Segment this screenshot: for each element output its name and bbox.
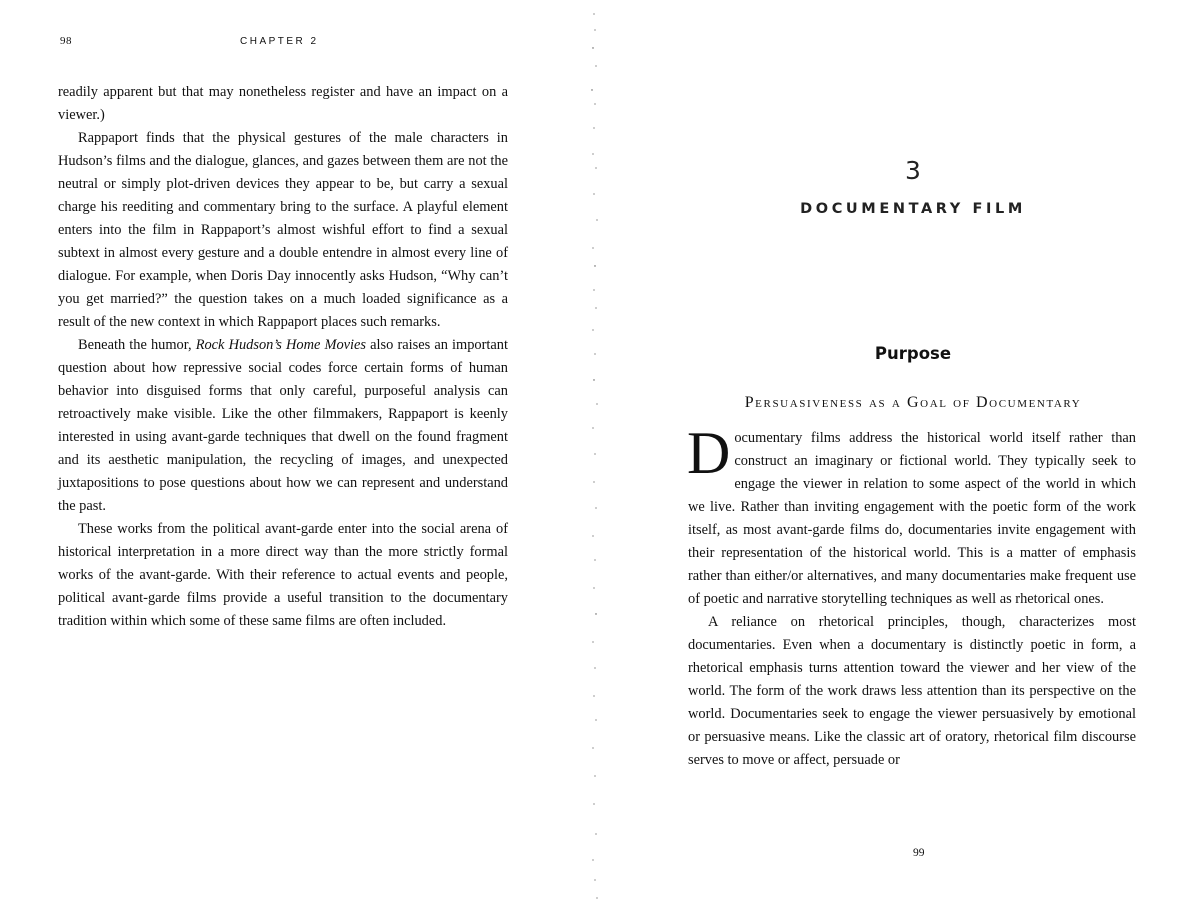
right-paragraph-1 xyxy=(687,420,1136,611)
left-body-text xyxy=(58,81,508,633)
subsection-heading: Persuasiveness as a Goal of Documentary xyxy=(744,394,1082,411)
left-paragraph-2: Rappaport finds that the physical gestures of the male characters in Hudson’s films and the dialogue, glances, and gazes between them are not the neutral or simply plot-driven devices they appear to be, but carry a sexual charge his reediting and commentary bring to the surface. A playful element enters into the film in Rappaport’s almost wishful effort to find a sexual subtext in almost every gesture and a double entendre in almost every line of dialogue. For example, when Doris Day innocently asks Hudson, “Why can’t you get married?” the question takes on a much loaded significance as a result of the new context in which Rappaport places such remarks. xyxy=(58,130,508,330)
drop-cap: D xyxy=(687,420,731,486)
paragraph-3-lead: Beneath the humor, xyxy=(78,337,196,353)
first-paragraph-text: ocumentary films address the historical world itself rather than construct an imaginary or fictional world. They typically seek to engage the viewer in relation to some aspect of the world in which we live. Rather than inviting engagement with the poetic form of the work itself, as most avant-garde films do, documentaries invite engagement with their representation of the historical world. This is a matter of emphasis rather than either/or alternatives, and many documentaries make frequent use of poetic and narrative storytelling techniques as well as rhetorical ones. xyxy=(688,430,1136,607)
running-head: CHAPTER 2 xyxy=(240,36,319,47)
left-paragraph-3 xyxy=(58,334,508,518)
right-paragraph-2: A reliance on rhetorical principles, though, characterizes most documentaries. Even when a documentary is distinctly poetic in form, a rhetorical emphasis turns attention toward the viewer and her view of the world. The form of the work draws less attention than its perspective on the world. Documentaries seek to engage the viewer persuasively by emotional or persuasive means. Like the classic art of oratory, rhetorical film discourse serves to move or affect, persuade or xyxy=(688,614,1136,768)
section-heading: Purpose xyxy=(874,344,952,363)
left-page xyxy=(0,0,580,908)
left-page-number: 98 xyxy=(60,35,72,47)
right-body-text xyxy=(687,420,1136,772)
left-paragraph-4: These works from the political avant-garde enter into the social arena of historical interpretation in a more direct way than the more strictly formal works of the avant-garde. With their reference to actual events and people, political avant-garde films provide a useful transition to the documentary tradition within which some of these same films are often included. xyxy=(58,521,508,629)
right-page xyxy=(600,0,1200,908)
right-page-number: 99 xyxy=(913,847,925,859)
left-paragraph-1: readily apparent but that may nonetheless register and have an impact on a viewer.) xyxy=(58,84,508,123)
chapter-title: DOCUMENTARY FILM xyxy=(800,201,1026,217)
paragraph-3-rest: also raises an important question about how repressive social codes force certain forms of human behavior into disguised forms that only careful, purposeful analysis can retroactively make visible. Like the other filmmakers, Rappaport is keenly interested in using avant-garde techniques that dwell on the found fragment and its aesthetic manipulation, the recycling of images, and unexpected juxtapositions to pose questions about how we can represent and understand the past. xyxy=(58,337,509,514)
chapter-number: 3 xyxy=(905,156,921,185)
film-title-italic: Rock Hudson’s Home Movies xyxy=(195,337,367,353)
